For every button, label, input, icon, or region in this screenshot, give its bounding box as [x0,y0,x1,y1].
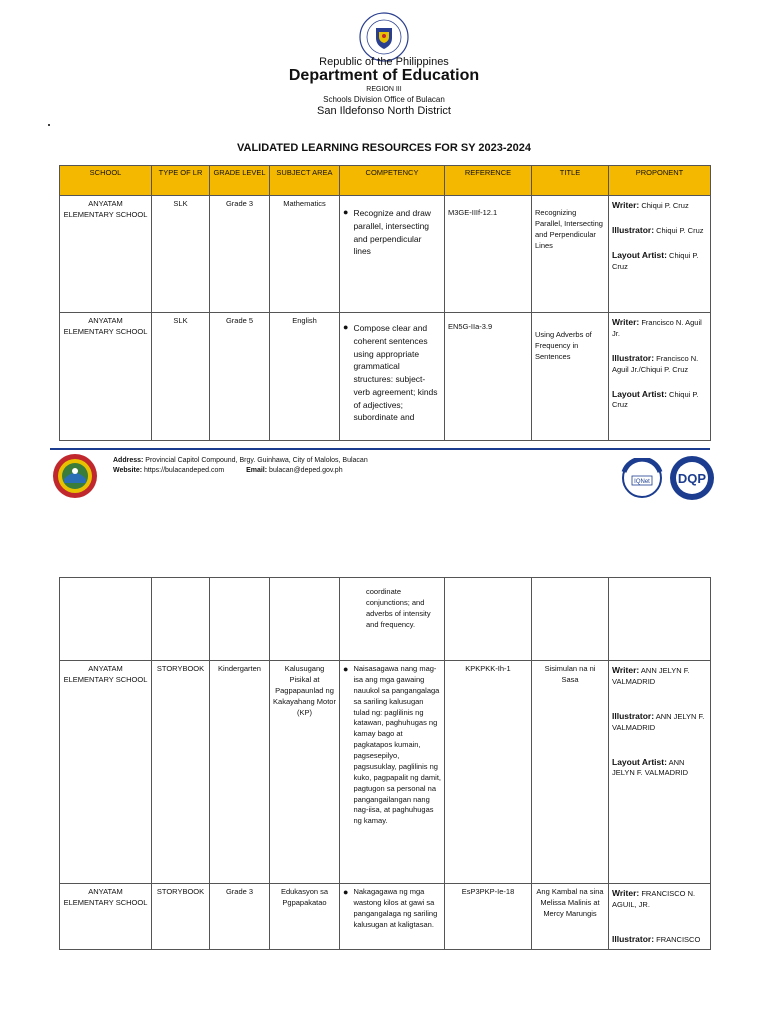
cell-reference [445,578,532,661]
cell-subject: Kalusugang Pisikal at Pagpapaunlad ng Kakayahang Motor (KP) [270,661,340,884]
illustrator-label: Illustrator: [612,224,655,235]
illustrator-name: FRANCISCO [656,934,701,944]
dqp-text: DQP [677,471,707,486]
cell-proponent [609,661,711,884]
cell-competency [340,884,445,950]
writer-name: FRANCISCO N. AGUIL, JR. [612,889,696,909]
cell-proponent [609,313,711,441]
cell-competency [340,578,445,661]
cell-subject [270,578,340,661]
table-row [60,884,711,950]
title-text: Using Adverbs of Frequency in Sentences [535,330,592,361]
header-republic: Republic of the Philippines [319,56,449,68]
table-row [60,661,711,884]
cell-grade: Grade 3 [210,884,270,950]
col-header-type: TYPE OF LR [152,166,210,196]
col-header-proponent: PROPONENT [609,166,711,196]
layout-label: Layout Artist: [612,756,667,767]
cell-subject: Edukasyon sa Pgpapakatao [270,884,340,950]
stray-dot [48,124,50,126]
competency-text: Recognize and draw parallel, intersecting and perpendicular lines [353,208,431,257]
table-row [60,196,711,313]
competency-text: Naisasagawa nang mag-isa ang mga gawaing nauukol sa pangangalaga sa sariling kalusugan tulad ng: paglilinis ng katawan, paghuhugas ng kamay bago at pagkatapos kumain, pagsesepilyo, pagsusuklay, paglilinis ng kuko, pagpapalit ng damit, pagtugon sa personal na pangangailangan nang nag-iisa, at paghuhugas ng kamay. [353,664,441,826]
col-header-competency: COMPETENCY [340,166,445,196]
col-header-reference: REFERENCE [445,166,532,196]
competency-text: Nakagagawa ng mga wastong kilos at gawi sa pangangalaga ng sariling kalusugan at kaligtasan. [353,887,438,929]
writer-name: Francisco N. Aguil Jr. [612,318,702,338]
cell-grade: Grade 3 [210,196,270,313]
cell-subject: Mathematics [270,196,340,313]
writer-name: ANN JELYN F. VALMADRID [612,666,690,686]
illustrator-label: Illustrator: [612,933,655,944]
cell-title [532,578,609,661]
cell-competency [340,313,445,441]
cell-type: SLK [152,313,210,441]
cell-grade [210,578,270,661]
bullet-icon: ● [343,322,349,332]
illustrator-label: Illustrator: [612,352,655,363]
cell-type: SLK [152,196,210,313]
layout-name: ANN JELYN F. VALMADRID [612,757,688,778]
cell-title: Sisimulan na ni Sasa [532,661,609,884]
email-label: Email: [246,466,268,474]
bullet-icon: ● [343,664,349,674]
website-label: Website: [113,466,143,474]
cell-school: ANYATAM ELEMENTARY SCHOOL [60,196,152,313]
layout-name: Chiqui P. Cruz [612,389,699,410]
cell-reference [445,196,532,313]
cell-competency [340,196,445,313]
writer-label: Writer: [612,317,640,327]
writer-name: Chiqui P. Cruz [641,201,689,210]
cell-school: ANYATAM ELEMENTARY SCHOOL [60,884,152,950]
cell-type: STORYBOOK [152,661,210,884]
cell-title [532,313,609,441]
table-row [60,313,711,441]
competency-text: Compose clear and coherent sentences using appropriate grammatical structures: subject-verb agreement; kinds of adjectives; subordinate and [353,323,438,423]
header-department: Department of Education [288,67,480,84]
dqp-badge-icon [668,455,716,501]
col-header-school: SCHOOL [60,166,152,196]
table-row [60,578,711,661]
iqnet-text: IQNet [634,479,650,485]
reference-text: EN5G-IIa-3.9 [448,322,493,331]
cell-grade: Kindergarten [210,661,270,884]
cell-reference [445,313,532,441]
layout-label: Layout Artist: [612,249,667,260]
cell-competency [340,661,445,884]
layout-label: Layout Artist: [612,388,667,399]
illustrator-label: Illustrator: [612,710,655,721]
bulacan-seal-icon [52,453,98,499]
bullet-icon: ● [343,207,349,217]
cell-school [60,578,152,661]
website-link[interactable]: https://bulacandeped.com [144,466,225,474]
layout-name: Chiqui P. Cruz [612,250,699,271]
header-region: REGION III [366,86,402,93]
cell-grade: Grade 5 [210,313,270,441]
bullet-icon: ● [343,887,349,897]
footer-divider [50,448,710,450]
cell-school: ANYATAM ELEMENTARY SCHOOL [60,313,152,441]
cell-title [532,196,609,313]
cell-proponent [609,196,711,313]
cell-proponent [609,578,711,661]
address-text: Provincial Capitol Compound, Brgy. Guinhawa, City of Malolos, Bulacan [145,457,368,464]
header-district: San Ildefonso North District [317,105,451,117]
col-header-subject: SUBJECT AREA [270,166,340,196]
cell-school: ANYATAM ELEMENTARY SCHOOL [60,661,152,884]
reference-text: M3GE-IIIf-12.1 [448,208,498,217]
table-header-row [60,166,711,196]
cell-subject: English [270,313,340,441]
deped-seal-icon [359,12,409,62]
cell-type: STORYBOOK [152,884,210,950]
writer-label: Writer: [612,888,640,898]
learning-resources-table [59,165,711,441]
cell-proponent [609,884,711,950]
illustrator-name: ANN JELYN F. VALMADRID [612,711,705,732]
competency-text: coordinate conjunctions; and adverbs of intensity and frequency. [366,587,431,629]
title-text: Recognizing Parallel, Intersecting and Perpendicular Lines [535,208,603,250]
writer-label: Writer: [612,665,640,675]
iso-certification-badge-icon [620,458,664,498]
cell-title: Ang Kambal na sina Melissa Malinis at Mercy Marungis [532,884,609,950]
cell-reference: KPKPKK-Ih-1 [445,661,532,884]
illustrator-name: Chiqui P. Cruz [656,225,704,235]
col-header-title: TITLE [532,166,609,196]
col-header-grade: GRADE LEVEL [210,166,270,196]
cell-reference: EsP3PKP-Ie-18 [445,884,532,950]
footer-address-block [113,456,368,476]
email-link[interactable]: bulacan@deped.gov.ph [269,466,343,474]
document-title: VALIDATED LEARNING RESOURCES FOR SY 2023-2024 [236,142,531,154]
writer-label: Writer: [612,200,640,210]
header-division: Schools Division Office of Bulacan [323,95,445,104]
illustrator-name: Francisco N. Aguil Jr./Chiqui P. Cruz [612,353,699,374]
learning-resources-table-continued [59,577,711,950]
cell-type [152,578,210,661]
address-label: Address: [113,457,144,464]
